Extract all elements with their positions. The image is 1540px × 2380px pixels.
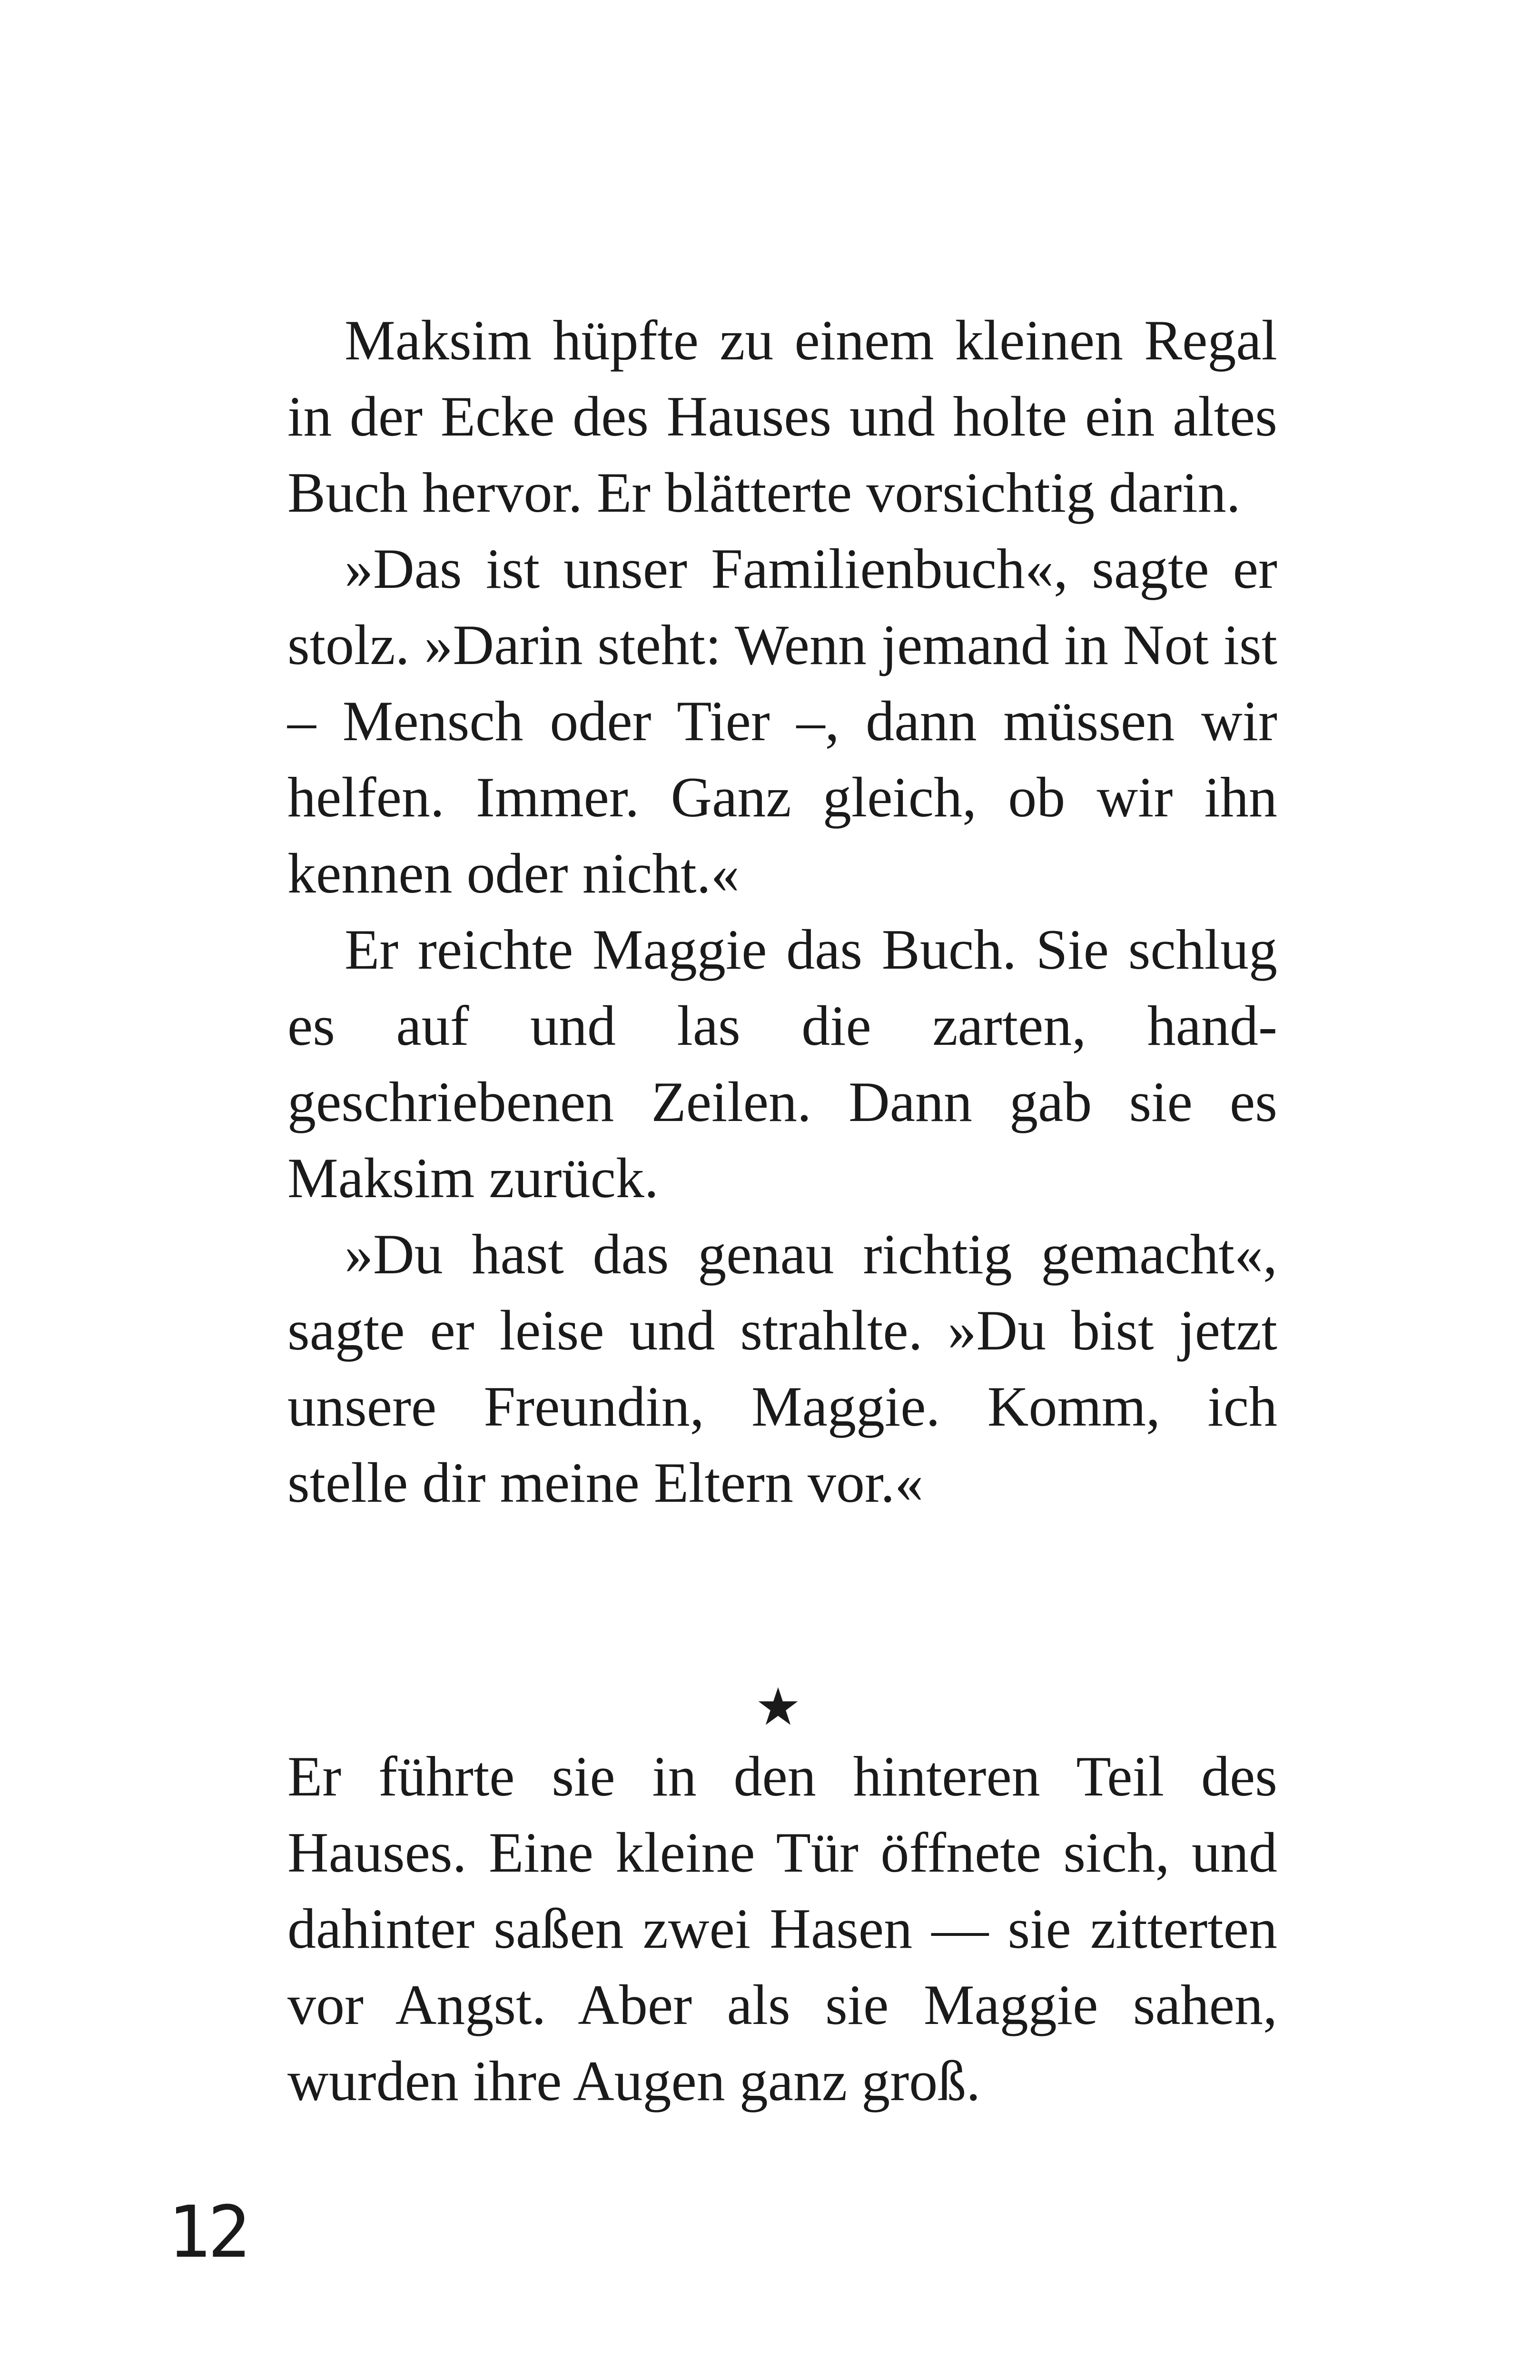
paragraph: Er führte sie in den hinteren Teil des Hauses. Eine kleine Tür öffnete sich, und dahinter saßen zwei Hasen — sie zitterten vor Angst. Aber als sie Maggie sahen, wurden ihre Augen ganz groß. [287,1745,1277,2112]
page-number: 12 [168,2191,248,2274]
paragraph: Er reichte Maggie das Buch. Sie schlug es auf und las die zarten, handgeschriebenen Zeilen. Dann gab sie es Maksim zurück. [287,918,1277,1210]
paragraph: »Du hast das genau richtig gemacht«, sagte er leise und strahlte. »Du bist jetzt unsere Freundin, Maggie. Komm, ich stelle dir meine Eltern vor.« [287,1222,1277,1514]
text-section-top [287,302,1277,1521]
paragraph: Maksim hüpfte zu einem kleinen Regal in der Ecke des Hauses und holte ein altes Buch hervor. Er blätterte vorsichtig darin. [287,308,1277,524]
text-section-bottom [287,1738,1277,2119]
star-icon [757,1685,800,1728]
paragraph: »Das ist unser Familienbuch«, sagte er stolz. »Darin steht: Wenn jemand in Not ist – Mensch oder Tier –, dann müssen wir helfen. Immer. Ganz gleich, ob wir ihn kennen oder nicht.« [287,537,1277,905]
